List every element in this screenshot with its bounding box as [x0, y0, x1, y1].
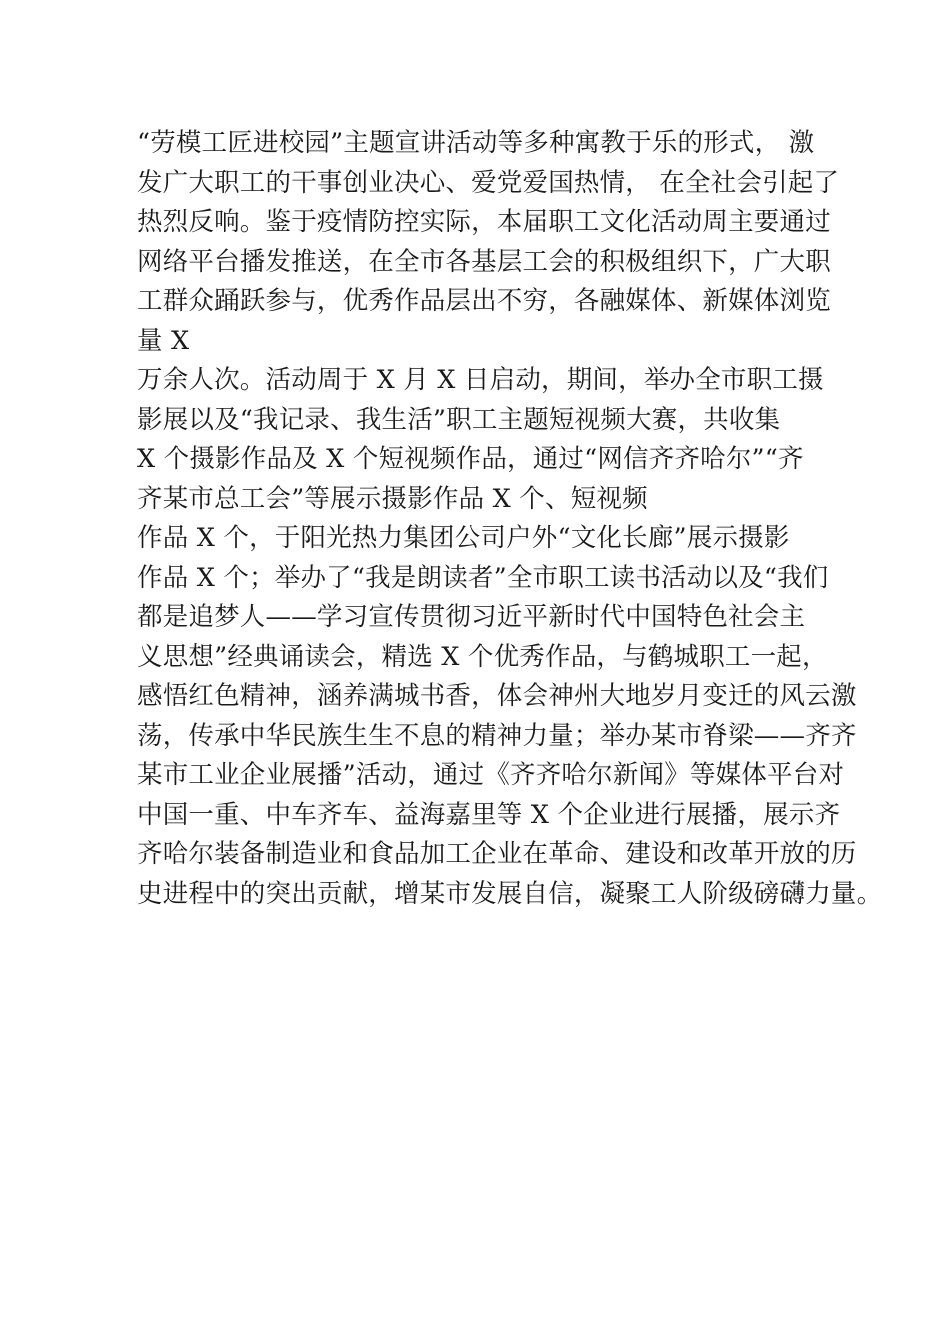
- text-line: 工群众踊跃参与，优秀作品层出不穷，各融媒体、新媒体浏览: [137, 286, 831, 316]
- text-line: 热烈反响。鉴于疫情防控实际，本届职工文化活动周主要通过: [137, 207, 831, 237]
- text-line: 量 X: [137, 325, 190, 356]
- text-line: 发广大职工的干事创业决心、爱党爱国热情， 在全社会引起了: [137, 167, 840, 198]
- text-line: 齐某市总工会”等展示摄影作品 X 个、短视频: [137, 483, 648, 514]
- text-line: 影展以及“我记录、我生活”职工主题短视频大赛，共收集: [137, 404, 781, 435]
- text-line: 网络平台播发推送，在全市各基层工会的积极组织下，广大职: [137, 246, 831, 277]
- text-line: 作品 X 个；举办了“我是朗读者”全市职工读书活动以及“我们: [137, 562, 829, 593]
- text-line: “劳模工匠进校园”主题宣讲活动等多种寓教于乐的形式， 激: [137, 128, 815, 158]
- text-line: 万余人次。活动周于 X 月 X 日启动，期间，举办全市职工摄: [137, 365, 824, 395]
- text-line: 某市工业企业展播”活动，通过《齐齐哈尔新闻》等媒体平台对: [137, 760, 845, 790]
- body-paragraph: [137, 124, 927, 914]
- text-line: 作品 X 个，于阳光热力集团公司户外“文化长廊”展示摄影: [137, 523, 790, 553]
- text-line: 齐哈尔装备制造业和食品加工企业在革命、建设和改革开放的历: [137, 839, 857, 869]
- text-line: 感悟红色精神，涵养满城书香，体会神州大地岁月变迁的风云激: [137, 681, 857, 711]
- text-line: X 个摄影作品及 X 个短视频作品，通过“网信齐齐哈尔”“齐: [137, 444, 804, 474]
- text-line: 史进程中的突出贡献，增某市发展自信，凝聚工人阶级磅礴力量。: [137, 878, 883, 909]
- text-line: 中国一重、中车齐车、益海嘉里等 X 个企业进行展播，展示齐: [137, 799, 841, 830]
- text-line: 都是追梦人——学习宣传贯彻习近平新时代中国特色社会主: [137, 602, 806, 632]
- text-line: 义思想”经典诵读会，精选 X 个优秀作品，与鹤城职工一起，: [137, 641, 828, 672]
- text-line: 荡，传承中华民族生生不息的精神力量；举办某市脊梁——齐齐: [137, 720, 857, 751]
